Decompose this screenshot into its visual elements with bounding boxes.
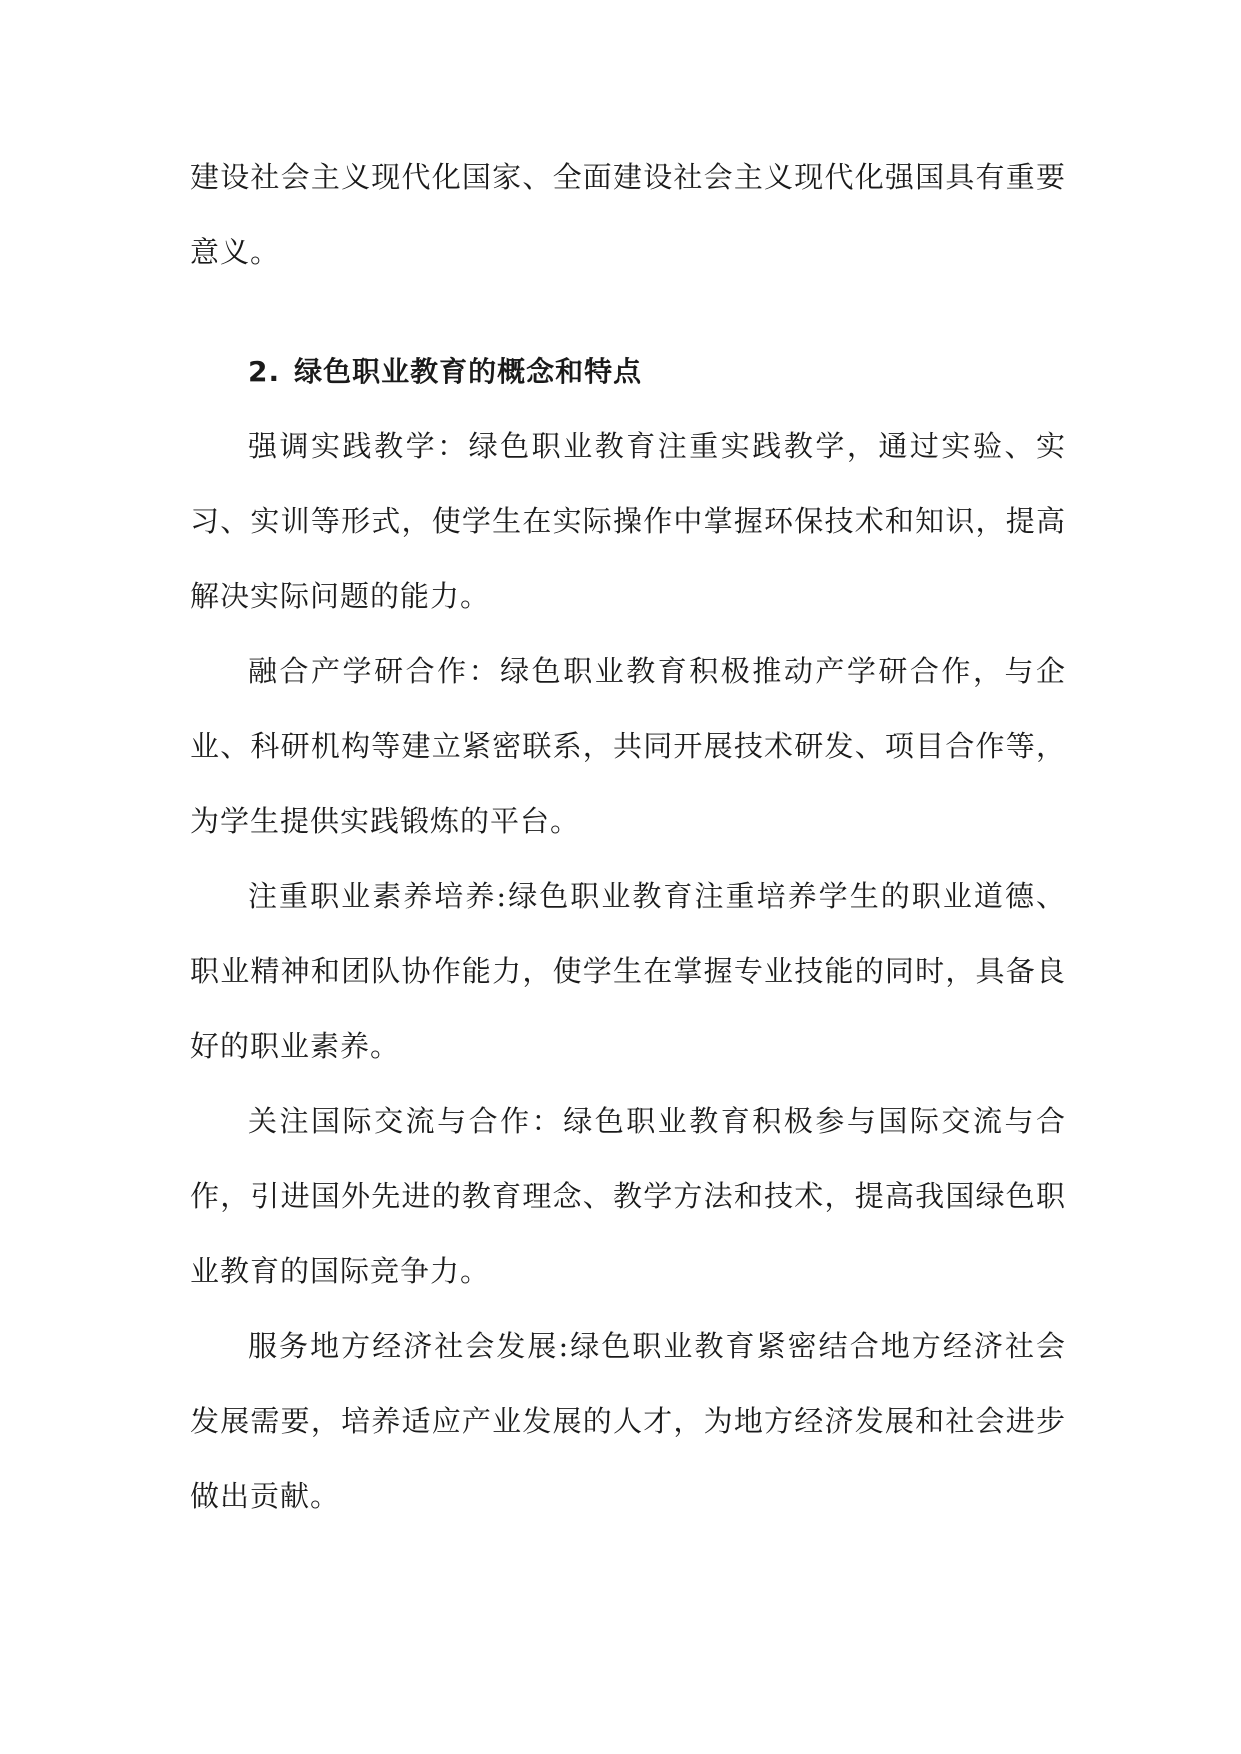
section-heading: [190, 334, 1066, 409]
section-number: 2.: [248, 355, 281, 388]
paragraph-local-development: 服务地方经济社会发展:绿色职业教育紧密结合地方经济社会发展需要，培养适应产业发展的人才，为地方经济发展和社会进步做出贡献。: [190, 1329, 1066, 1513]
paragraph-practice: 强调实践教学：绿色职业教育注重实践教学，通过实验、实习、实训等形式，使学生在实际操作中掌握环保技术和知识，提高解决实际问题的能力。: [190, 429, 1066, 613]
spacer: [190, 290, 1066, 334]
paragraph-professionalism: 注重职业素养培养:绿色职业教育注重培养学生的职业道德、职业精神和团队协作能力，使学生在掌握专业技能的同时，具备良好的职业素养。: [190, 879, 1066, 1063]
paragraph-international: 关注国际交流与合作：绿色职业教育积极参与国际交流与合作，引进国外先进的教育理念、教学方法和技术，提高我国绿色职业教育的国际竞争力。: [190, 1104, 1066, 1288]
paragraph-industry-research: 融合产学研合作：绿色职业教育积极推动产学研合作，与企业、科研机构等建立紧密联系，共同开展技术研发、项目合作等，为学生提供实践锻炼的平台。: [190, 654, 1066, 838]
intro-paragraph: 建设社会主义现代化国家、全面建设社会主义现代化强国具有重要意义。: [190, 160, 1066, 269]
section-title: 绿色职业教育的概念和特点: [294, 355, 643, 388]
page-content: [190, 140, 1066, 1534]
